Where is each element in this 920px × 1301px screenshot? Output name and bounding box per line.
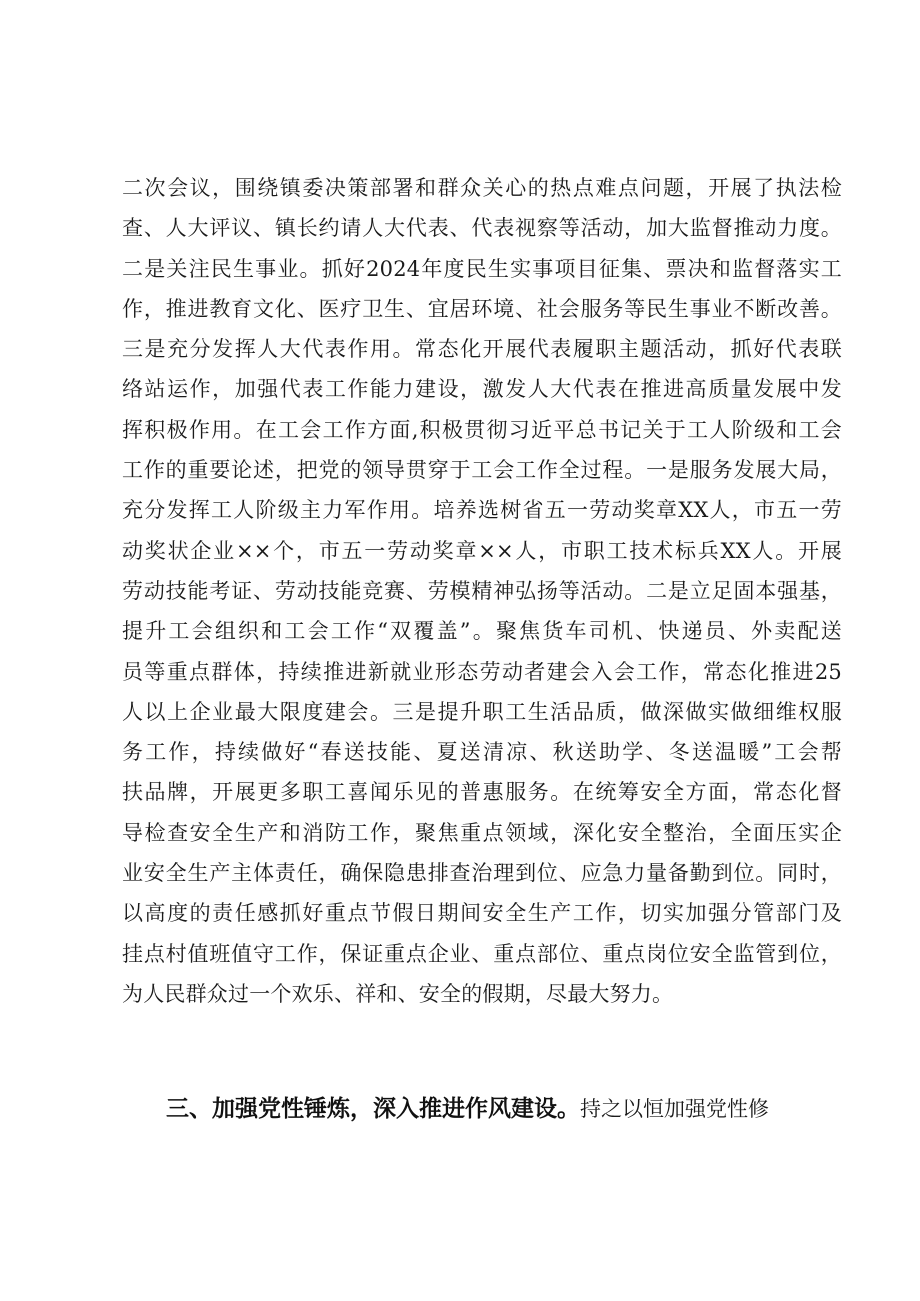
paragraph-line: 提升工会组织和工会工作“双覆盖”。聚焦货车司机、快递员、外卖配送 <box>122 619 842 644</box>
section-heading-continuation: 持之以恒加强党性修 <box>580 1097 769 1121</box>
paragraph-line: 劳动技能考证、劳动技能竞赛、劳模精神弘扬等活动。二是立足固本强基， <box>122 578 842 603</box>
paragraph-line: 扶品牌，开展更多职工喜闻乐见的普惠服务。在统筹安全方面，常态化督 <box>122 780 842 805</box>
paragraph-line: 三是充分发挥人大代表作用。常态化开展代表履职主题活动，抓好代表联 <box>122 337 842 362</box>
paragraph-line: 务工作，持续做好“春送技能、夏送清凉、秋送助学、冬送温暖”工会帮 <box>122 740 842 765</box>
paragraph-line: 作，推进教育文化、医疗卫生、宜居环境、社会服务等民生事业不断改善。 <box>122 296 842 321</box>
paragraph-line: 导检查安全生产和消防工作，聚焦重点领域，深化安全整治，全面压实企 <box>122 820 842 845</box>
paragraph-line: 络站运作，加强代表工作能力建设，激发人大代表在推进高质量发展中发 <box>122 377 842 402</box>
paragraph-line: 二是关注民生事业。抓好2024年度民生实事项目征集、票决和监督落实工 <box>122 256 842 281</box>
paragraph-line: 员等重点群体，持续推进新就业形态劳动者建会入会工作，常态化推进25 <box>122 659 842 684</box>
paragraph-line: 为人民群众过一个欢乐、祥和、安全的假期，尽最大努力。 <box>122 981 674 1006</box>
body-paragraph <box>122 168 842 1014</box>
section-heading: 三、加强党性锤炼，深入推进作风建设。 <box>166 1096 580 1122</box>
paragraph-line: 工作的重要论述，把党的领导贯穿于工会工作全过程。一是服务发展大局， <box>122 458 842 483</box>
paragraph-line: 二次会议，围绕镇委决策部署和群众关心的热点难点问题，开展了执法检 <box>122 176 842 200</box>
paragraph-line: 以高度的责任感抓好重点节假日期间安全生产工作，切实加强分管部门及 <box>122 901 842 926</box>
paragraph-line: 充分发挥工人阶级主力军作用。培养选树省五一劳动奖章XX人，市五一劳 <box>122 498 842 523</box>
paragraph-line: 业安全生产主体责任，确保隐患排查治理到位、应急力量备勤到位。同时， <box>122 861 842 886</box>
paragraph-line: 动奖状企业××个，市五一劳动奖章××人，市职工技术标兵XX人。开展 <box>122 538 842 563</box>
paragraph-line: 挂点村值班值守工作，保证重点企业、重点部位、重点岗位安全监管到位， <box>122 941 842 966</box>
paragraph-line: 人以上企业最大限度建会。三是提升职工生活品质，做深做实做细维权服 <box>122 699 842 724</box>
section-heading-line <box>166 1089 769 1129</box>
paragraph-line: 挥积极作用。在工会工作方面,积极贯彻习近平总书记关于工人阶级和工会 <box>122 417 842 442</box>
paragraph-line: 查、人大评议、镇长约请人大代表、代表视察等活动，加大监督推动力度。 <box>122 216 842 241</box>
